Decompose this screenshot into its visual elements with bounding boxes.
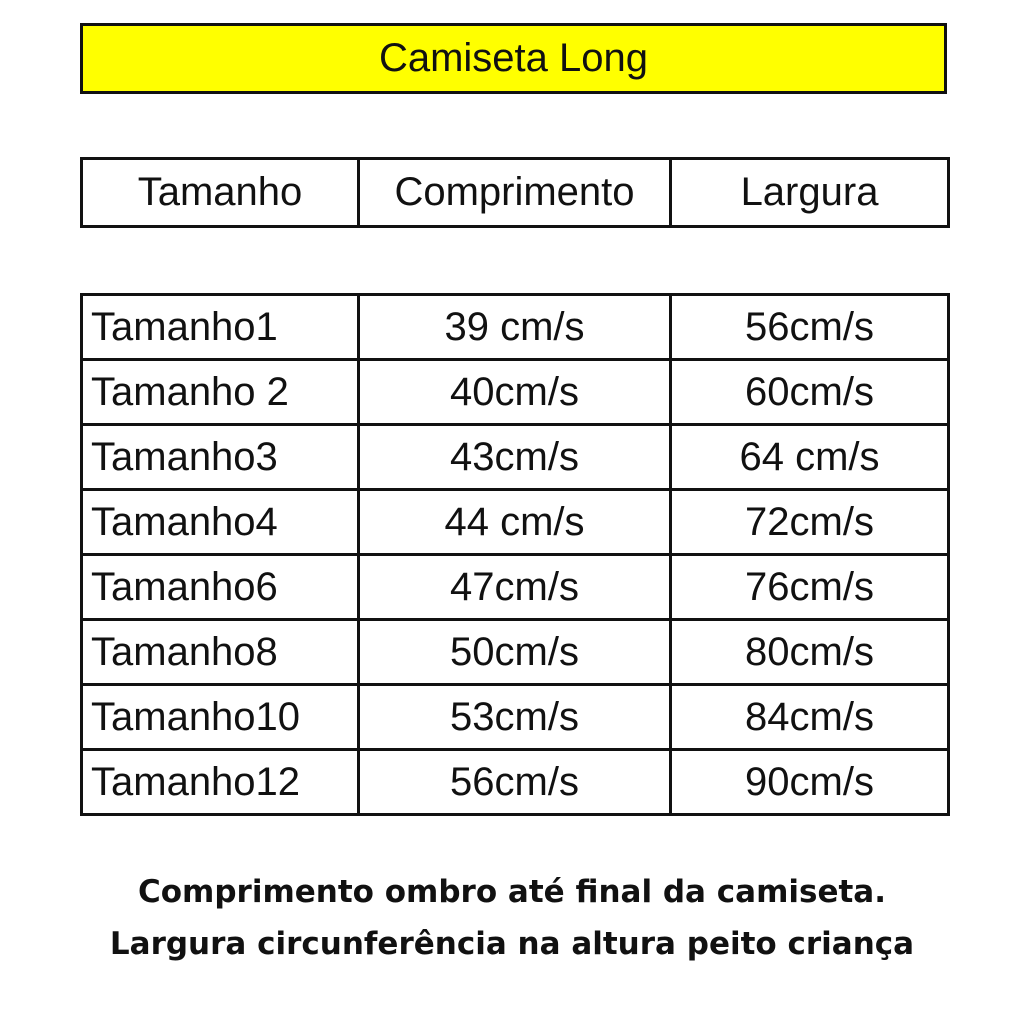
comprimento-cell: 50cm/s	[359, 620, 671, 685]
largura-cell: 76cm/s	[671, 555, 949, 620]
comprimento-cell: 47cm/s	[359, 555, 671, 620]
comprimento-cell: 39 cm/s	[359, 295, 671, 360]
note-largura: Largura circunferência na altura peito criança	[109, 926, 915, 962]
largura-cell: 80cm/s	[671, 620, 949, 685]
header-largura: Largura	[671, 159, 949, 227]
table-row	[82, 685, 949, 750]
table-row	[82, 490, 949, 555]
table-row	[82, 360, 949, 425]
table-row	[82, 620, 949, 685]
comprimento-cell: 43cm/s	[359, 425, 671, 490]
comprimento-cell: 40cm/s	[359, 360, 671, 425]
size-cell: Tamanho10	[82, 685, 359, 750]
size-cell: Tamanho 2	[82, 360, 359, 425]
note-comprimento: Comprimento ombro até final da camiseta.	[138, 874, 886, 910]
header-tamanho: Tamanho	[82, 159, 359, 227]
header-row	[82, 159, 949, 227]
comprimento-cell: 56cm/s	[359, 750, 671, 815]
largura-cell: 72cm/s	[671, 490, 949, 555]
comprimento-cell: 53cm/s	[359, 685, 671, 750]
size-cell: Tamanho4	[82, 490, 359, 555]
size-cell: Tamanho1	[82, 295, 359, 360]
page-title: Camiseta Long	[378, 36, 649, 80]
title-banner	[80, 23, 947, 94]
largura-cell: 90cm/s	[671, 750, 949, 815]
table-row	[82, 750, 949, 815]
size-cell: Tamanho12	[82, 750, 359, 815]
largura-cell: 84cm/s	[671, 685, 949, 750]
size-cell: Tamanho8	[82, 620, 359, 685]
largura-cell: 56cm/s	[671, 295, 949, 360]
largura-cell: 64 cm/s	[671, 425, 949, 490]
column-header-table	[80, 157, 950, 228]
table-row	[82, 425, 949, 490]
table-row	[82, 555, 949, 620]
header-comprimento: Comprimento	[359, 159, 671, 227]
size-cell: Tamanho6	[82, 555, 359, 620]
size-table	[80, 293, 950, 816]
table-row	[82, 295, 949, 360]
largura-cell: 60cm/s	[671, 360, 949, 425]
comprimento-cell: 44 cm/s	[359, 490, 671, 555]
size-cell: Tamanho3	[82, 425, 359, 490]
